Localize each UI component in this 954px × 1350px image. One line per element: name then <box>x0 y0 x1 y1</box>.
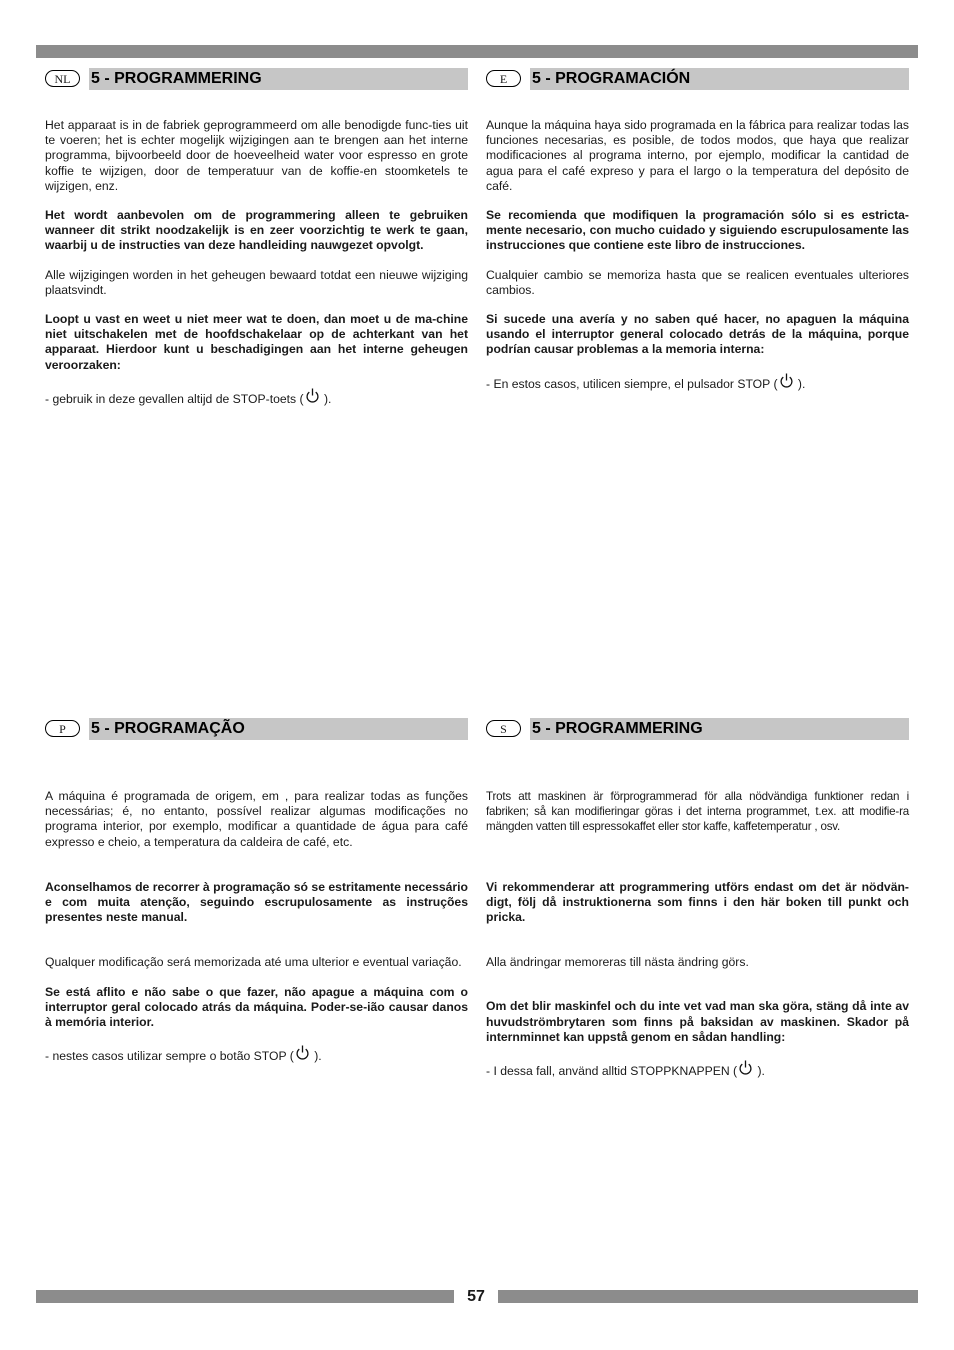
paragraph-memory: Alle wijzigingen worden in het geheugen bewaard totdat een nieuwe wijziging plaatsvindt. <box>45 267 468 297</box>
paragraph-warning: Om det blir maskinfel och du inte vet vad man ska göra, stäng då inte av huvudströmbrytaren som finns på baksidan av maskinen. Skador på internminnet kan uppstå genom en sådan handling: <box>486 999 909 1044</box>
power-icon <box>779 372 794 389</box>
paragraph-warning: Si sucede una avería y no saben qué hacer, no apaguen la máquina usando el interruptor general colocado detrás de la máquina, porque podrían causar problemas a la memoria interna: <box>486 312 909 357</box>
stop-text-before: - En estos casos, utilicen siempre, el pulsador STOP ( <box>486 376 778 391</box>
paragraph-intro: A máquina é programada de origem, em , para realizar todas as funções necessárias; é, no entanto, possível realizar algumas modificações no programa interior, por exemplo, modificar a quantidade de água para café expresso e cheio, a temperatura da caldeira de café, etc. <box>45 789 468 849</box>
paragraph-memory: Qualquer modificação será memorizada até uma ulterior e eventual variação. <box>45 955 462 970</box>
section-body <box>486 789 909 1079</box>
section-body <box>45 789 468 1064</box>
language-badge: S <box>486 720 521 737</box>
stop-instruction <box>486 1059 909 1079</box>
bottom-rule-right <box>498 1290 918 1303</box>
stop-text-before: - nestes casos utilizar sempre o botão STOP ( <box>45 1049 294 1064</box>
language-badge: E <box>486 70 521 87</box>
paragraph-recommendation: Aconselhamos de recorrer à programação só se estritamente necessário e com muita atenção, seguindo escrupulosamente as instruções presentes neste manual. <box>45 879 468 925</box>
section-title: 5 - PROGRAMAÇÃO <box>89 718 468 740</box>
stop-text-before: - I dessa fall, använd alltid STOPPKNAPPEN ( <box>486 1064 738 1079</box>
stop-text-after: ). <box>310 1049 322 1064</box>
paragraph-memory: Cualquier cambio se memoriza hasta que se realicen eventuales ulteriores cambios. <box>486 267 909 297</box>
paragraph-memory: Alla ändringar memoreras till nästa ändring görs. <box>486 955 749 970</box>
stop-instruction <box>45 1044 468 1064</box>
section-header <box>45 68 468 90</box>
paragraph-warning: Se está aflito e não sabe o que fazer, não apague a máquina com o interruptor geral colocado atrás da máquina. Poder-se-ião causar danos à memória interior. <box>45 984 468 1030</box>
language-badge: P <box>45 720 80 737</box>
stop-instruction <box>486 372 909 392</box>
section-s <box>486 718 909 1079</box>
bottom-rule-left <box>36 1290 454 1303</box>
section-p <box>45 718 468 1064</box>
section-header <box>486 718 909 740</box>
paragraph-recommendation: Vi rekommenderar att programmering utförs endast om det är nödvän-digt, följ då instruktionerna som finns i den här boken till punkt och pricka. <box>486 879 909 925</box>
section-header <box>486 68 909 90</box>
stop-text-before: - gebruik in deze gevallen altijd de STOP-toets ( <box>45 391 304 406</box>
paragraph-warning: Loopt u vast en weet u niet meer wat te doen, dan moet u de ma-chine niet uitschakelen met de hoofdschakelaar op de achterkant van het apparaat. Hierdoor kunt u beschadigingen aan het interne geheugen veroorzaken: <box>45 312 468 372</box>
section-title: 5 - PROGRAMACIÓN <box>530 68 909 90</box>
section-nl <box>45 68 468 406</box>
section-body <box>45 118 468 407</box>
paragraph-intro: Trots att maskinen är förprogrammerad för alla nödvändiga funktioner redan i fabriken; så kan modifieringar göras i det interna programmet, t.ex. att modifie-ra mängden vatten till espressokaffet eller stor kaffe, kaffetemperatur , osv. <box>486 790 909 834</box>
stop-text-after: ). <box>320 391 332 406</box>
stop-instruction <box>45 387 468 407</box>
paragraph-intro: Het apparaat is in de fabriek geprogrammeerd om alle benodigde func-ties uit te voeren; het is echter mogelijk wijzigingen aan te brengen aan het interne programma, bijvoorbeeld door de hoeveelheid water voor espresso en grote koffie te wijzigen, door de temperatuur van de koffie-en stoomketels te wijzigen, enz. <box>45 118 468 193</box>
stop-text-after: ). <box>794 376 806 391</box>
paragraph-intro: Aunque la máquina haya sido programada en la fábrica para realizar todas las funciones necesarias, es posible, de todos modos, que haya que realizar modificaciones al programa interno, por ejemplo, modificar la cantidad de agua para el café expreso y para el largo o la temperatura del depósito de café. <box>486 118 909 193</box>
power-icon <box>738 1059 753 1076</box>
page-number: 57 <box>467 1288 485 1305</box>
paragraph-recommendation: Het wordt aanbevolen om de programmering alleen te gebruiken wanneer dit strikt noodzakelijk is en zeer voorzichtig te werk te gaan, waarbij u de instructies van deze handleiding nauwgezet opvolgt. <box>45 208 468 253</box>
section-body <box>486 118 909 392</box>
stop-text-after: ). <box>754 1064 765 1079</box>
language-badge: NL <box>45 70 80 87</box>
section-title: 5 - PROGRAMMERING <box>530 718 909 740</box>
power-icon <box>305 387 320 404</box>
power-icon <box>295 1044 310 1061</box>
paragraph-recommendation: Se recomienda que modifiquen la programación sólo si es estricta-mente necesario, con mucho cuidado y siguiendo escrupulosamente las instrucciones que contiene este libro de instrucciones. <box>486 208 909 253</box>
section-e <box>486 68 909 391</box>
section-header <box>45 718 468 740</box>
section-title: 5 - PROGRAMMERING <box>89 68 468 90</box>
top-rule <box>36 45 918 58</box>
